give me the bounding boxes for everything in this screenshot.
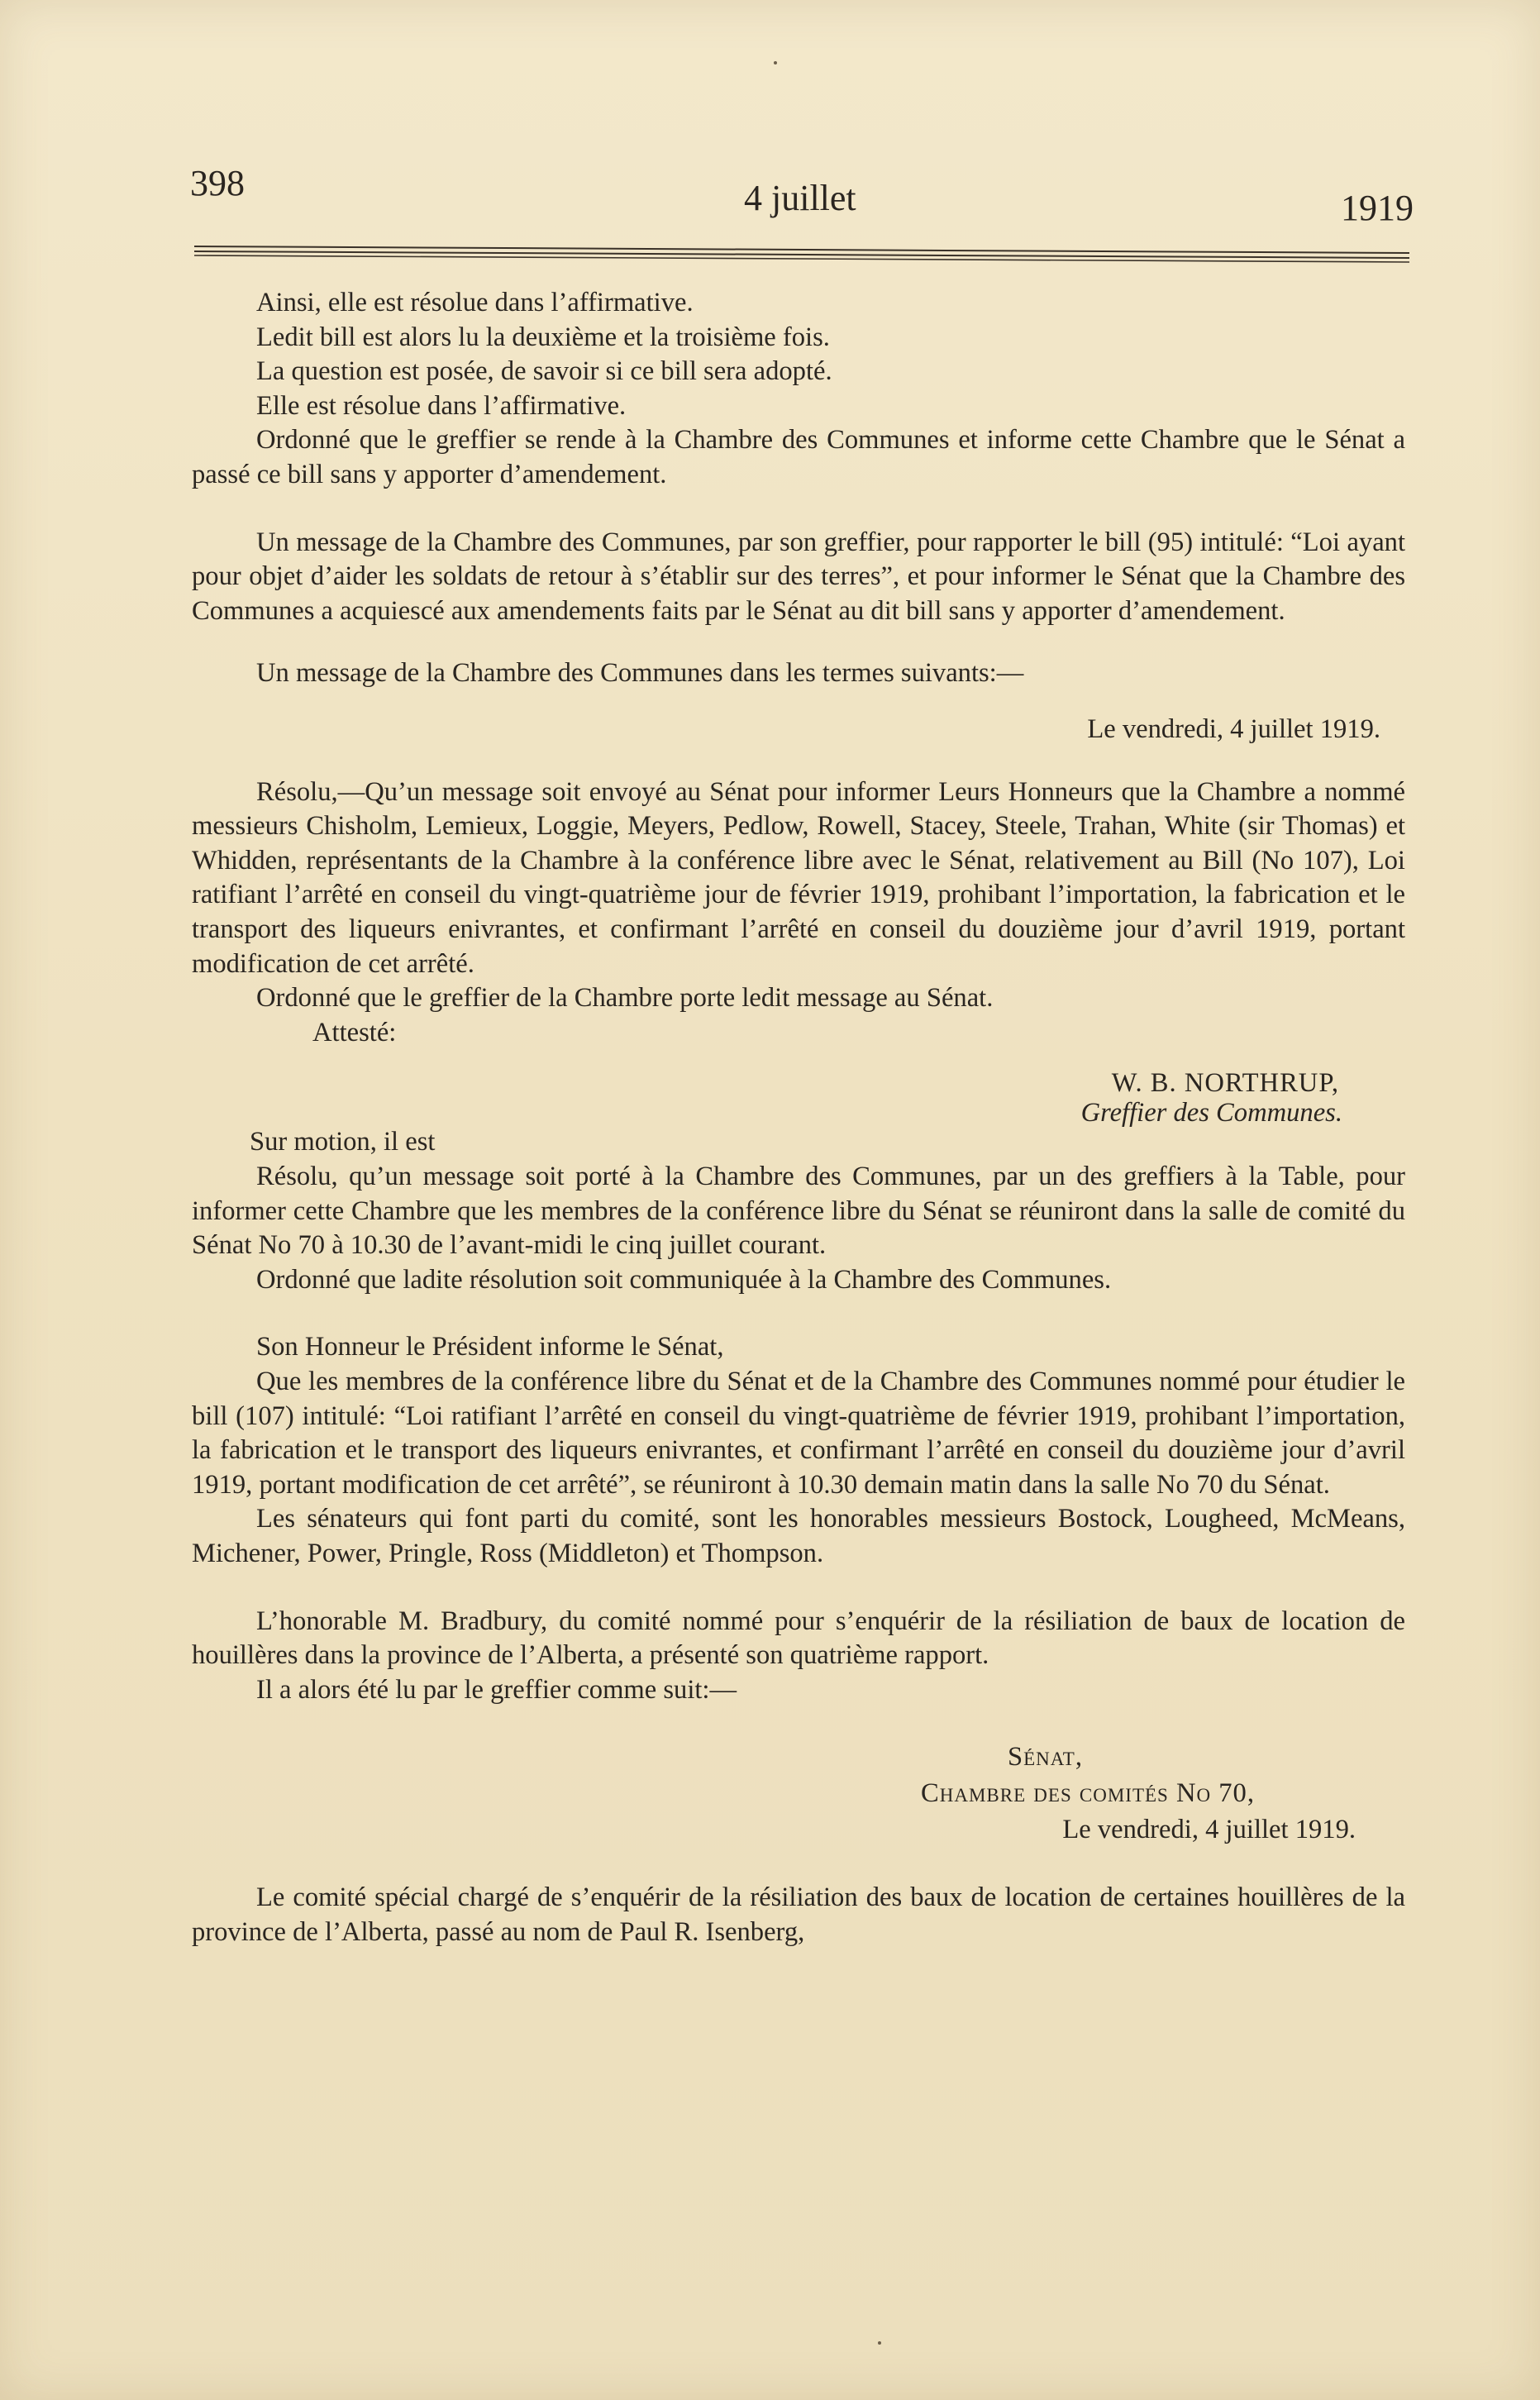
paragraph: La question est posée, de savoir si ce bill sera adopté. bbox=[256, 356, 832, 387]
page-body bbox=[192, 286, 1405, 1950]
report-heading-date: Le vendredi, 4 juillet 1919. bbox=[1062, 1815, 1356, 1845]
paragraph: Le comité spécial chargé de s’enquérir de la résiliation des baux de location de certaines houillères de la province de l’Alberta, passé au nom de Paul R. Isenberg, bbox=[192, 1882, 1405, 1947]
paragraph: Ordonné que ladite résolution soit communiquée à la Chambre des Communes. bbox=[256, 1264, 1112, 1295]
page-header bbox=[190, 162, 1414, 228]
report-heading-room: Chambre des comités No 70, bbox=[921, 1778, 1255, 1809]
header-date: 4 juillet bbox=[744, 178, 856, 218]
signature-name-text: W. B. NORTHRUP, bbox=[1111, 1068, 1339, 1099]
paragraph: Résolu, qu’un message soit porté à la Chambre des Communes, par un des greffiers à la Table, pour informer cette Chambre que les membres de la conférence libre du Sénat se réuniront dans la salle de comité du Sénat No 70 à 10.30 de l’avant-midi le cinq juillet courant. bbox=[192, 1162, 1405, 1261]
double-rule-graphic bbox=[194, 241, 1409, 274]
message-date: Le vendredi, 4 juillet 1919. bbox=[1087, 713, 1380, 744]
page-number: 398 bbox=[190, 163, 245, 203]
report-heading bbox=[192, 1739, 1405, 1848]
paragraph: Elle est résolue dans l’affirmative. bbox=[256, 390, 627, 421]
paragraph: Ainsi, elle est résolue dans l’affirmative. bbox=[256, 288, 694, 317]
speck bbox=[774, 61, 777, 64]
paragraph: L’honorable M. Bradbury, du comité nommé pour s’enquérir de la résiliation de baux de location de houillères dans la province de l’Alberta, a présenté son quatrième rapport. bbox=[192, 1606, 1405, 1671]
report-heading-senat: Sénat, bbox=[1007, 1742, 1083, 1773]
speck bbox=[878, 2341, 881, 2345]
paragraph: Un message de la Chambre des Communes dans les termes suivants:— bbox=[256, 658, 1024, 689]
paragraph: Les sénateurs qui font parti du comité, sont les honorables messieurs Bostock, Lougheed, McMeans, Michener, Power, Pringle, Ross (Middleton) et Thompson. bbox=[192, 1504, 1405, 1568]
paragraph: Sur motion, il est bbox=[250, 1127, 436, 1157]
paragraph: Ordonné que le greffier se rende à la Chambre des Communes et informe cette Chambre que le Sénat a passé ce bill sans y apporter d’amendement. bbox=[192, 425, 1405, 489]
header-year: 1919 bbox=[1341, 188, 1414, 228]
paragraph: Résolu,—Qu’un message soit envoyé au Sénat pour informer Leurs Honneurs que la Chambre a nommé messieurs Chisholm, Lemieux, Loggie, Meyers, Pedlow, Rowell, Stacey, Steele, Trahan, White (sir Thomas) et Whidden, représentants de la Chambre à la conférence libre avec le Sénat, relativement au Bill (No 107), Loi ratifiant l’arrêté en conseil du vingt-quatrième jour de février 1919, prohibant l’importation, la fabrication et le transport des liqueurs enivrantes, et confirmant l’arrêté en conseil du douzième jour d’avril 1919, portant modification de cet arrêté. bbox=[192, 776, 1405, 979]
paragraph: Un message de la Chambre des Communes, par son greffier, pour rapporter le bill (95) intitulé: “Loi ayant pour objet d’aider les soldats de retour à s’établir sur des terres”, et pour informer le Sénat que la Chambre des Communes a acquiescé aux amendements faits par le Sénat au dit bill sans y apporter d’amendement. bbox=[192, 527, 1405, 626]
paragraph: Que les membres de la conférence libre du Sénat et de la Chambre des Communes nommé pour étudier le bill (107) intitulé: “Loi ratifiant l’arrêté en conseil du vingt-quatrième de février 1919, prohibant l’importation, la fabrication et le transport des liqueurs enivrantes, et confirmant l’arrêté en conseil du douzième jour d’avril 1919, portant modification de cet arrêté”, se réuniront à 10.30 demain matin dans la salle No 70 du Sénat. bbox=[192, 1367, 1405, 1500]
signature-title: Greffier des Communes. bbox=[1080, 1097, 1342, 1128]
attestation: Attesté: bbox=[312, 1017, 397, 1047]
header-rule bbox=[194, 241, 1409, 274]
paragraph: Il a alors été lu par le greffier comme suit:— bbox=[256, 1674, 737, 1705]
paragraph: Son Honneur le Président informe le Sénat, bbox=[256, 1332, 724, 1362]
paragraph: Ordonné que le greffier de la Chambre porte ledit message au Sénat. bbox=[256, 983, 994, 1014]
paragraph: Ledit bill est alors lu la deuxième et la troisième fois. bbox=[256, 322, 830, 352]
